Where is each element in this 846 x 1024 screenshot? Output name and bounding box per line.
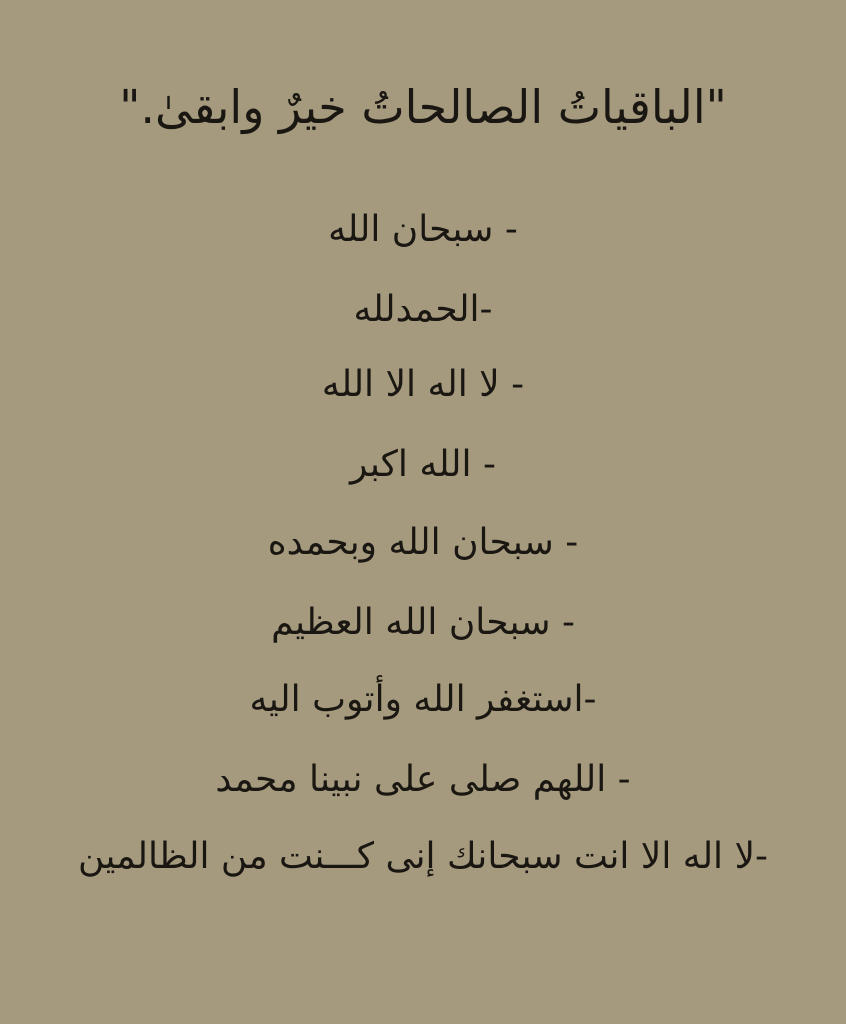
dhikr-line: - سبحان الله العظيم — [271, 602, 575, 643]
dhikr-line: -لا اله الا انت سبحانك إنى كـــنت من الظالمين — [77, 836, 769, 877]
dhikr-line: -الحمدلله — [353, 289, 493, 330]
dhikr-line: - سبحان الله — [328, 209, 518, 250]
dhikr-line: - اللهم صلى على نبينا محمد — [215, 759, 631, 800]
page-title: "الباقياتُ الصالحاتُ خيرٌ وابقىٰ." — [119, 80, 727, 134]
dhikr-line: - سبحان الله وبحمده — [267, 522, 579, 563]
dhikr-line: -استغفر الله وأتوب اليه — [249, 679, 597, 720]
dhikr-line: - الله اكبر — [350, 444, 496, 485]
dhikr-line: - لا اله الا الله — [321, 364, 525, 405]
